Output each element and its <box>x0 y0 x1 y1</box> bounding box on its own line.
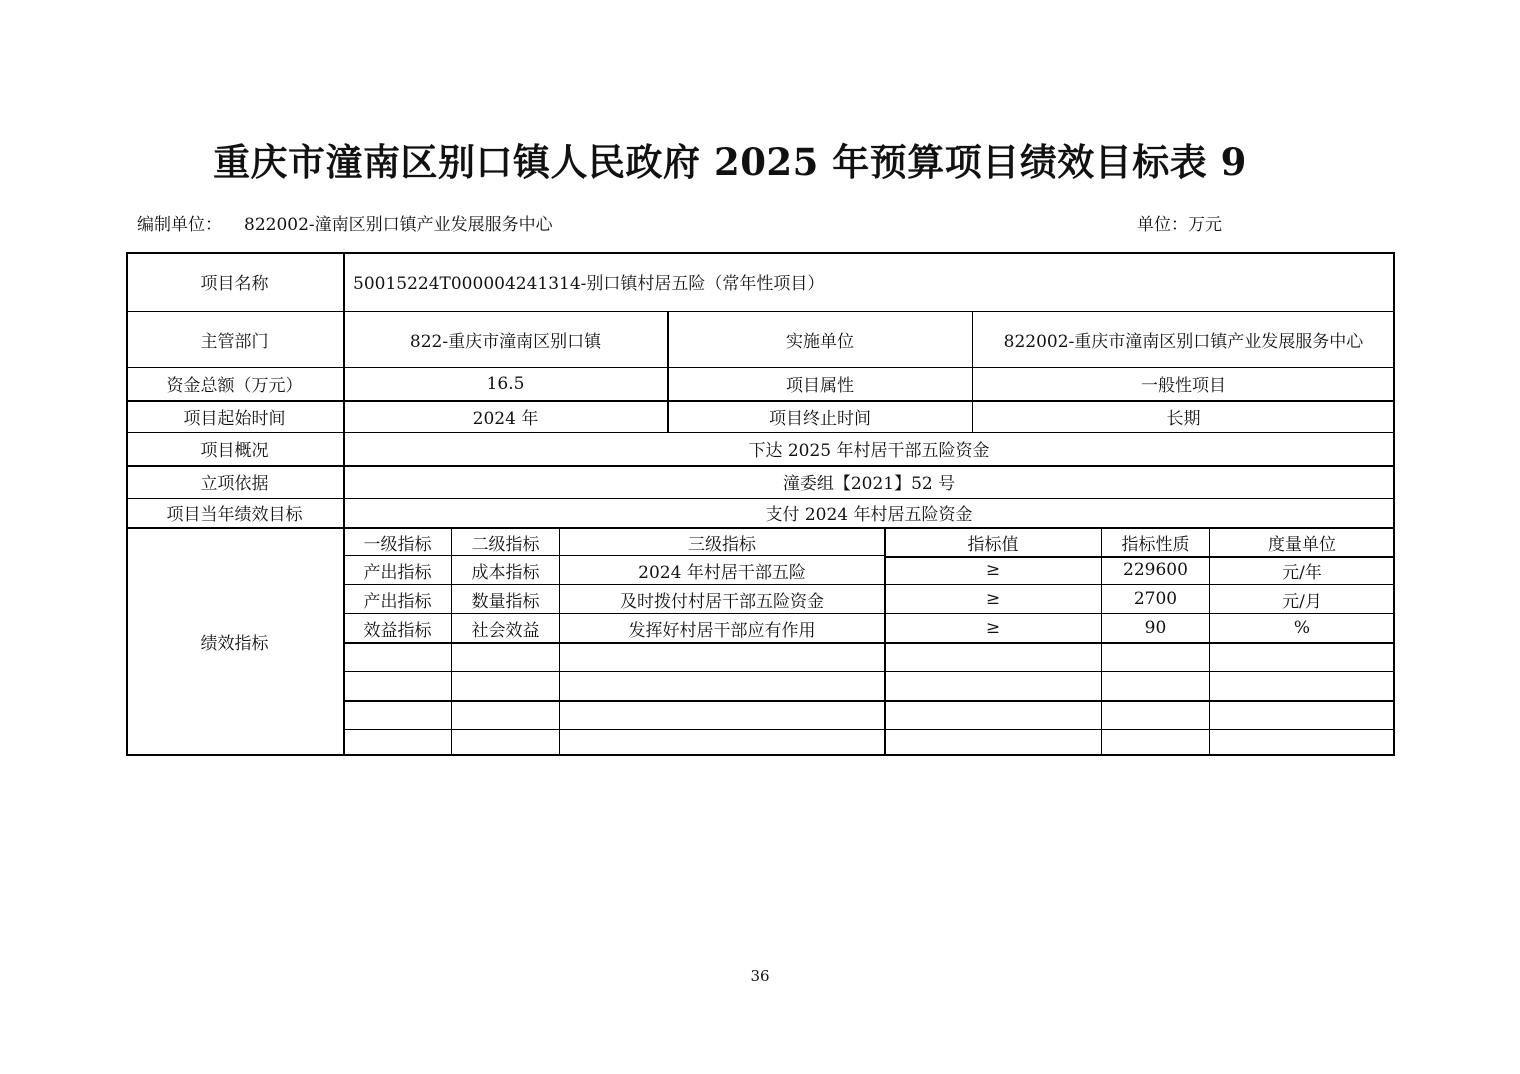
header-level3: 三级指标 <box>688 534 756 555</box>
table-cell: ≥ <box>985 618 1001 638</box>
compiling-unit <box>137 210 553 235</box>
impl-unit-label: 实施单位 <box>786 331 854 352</box>
compiling-unit-label: 编制单位： <box>137 215 222 235</box>
table-cell: 及时拨付村居干部五险资金 <box>620 591 824 612</box>
table-cell: 229600 <box>1123 560 1188 580</box>
table-cell: ≥ <box>985 589 1001 609</box>
table-cell: 元/年 <box>1282 562 1322 583</box>
header-level1: 一级指标 <box>363 534 432 555</box>
table-cell: 发挥好村居干部应有作用 <box>628 620 816 641</box>
start-time-label: 项目起始时间 <box>183 408 286 429</box>
table-cell: 数量指标 <box>471 591 540 612</box>
table-cell: % <box>1293 618 1311 638</box>
dept-label: 主管部门 <box>200 331 269 352</box>
annual-goal-value: 支付 2024 年村居五险资金 <box>765 505 973 525</box>
project-name-label: 项目名称 <box>200 274 269 294</box>
table-cell: 90 <box>1144 618 1167 638</box>
page-title: 重庆市潼南区别口镇人民政府 2025 年预算项目绩效目标表 9 <box>213 140 1247 184</box>
overview-value: 下达 2025 年村居干部五险资金 <box>748 441 990 461</box>
table-cell: 产出指标 <box>363 562 432 583</box>
header-nature: 指标性质 <box>1121 534 1190 555</box>
header-value: 指标值 <box>967 534 1019 555</box>
fund-label: 资金总额（万元） <box>166 376 303 396</box>
project-attr-label: 项目属性 <box>786 376 854 396</box>
fund-value: 16.5 <box>486 373 525 394</box>
compiling-unit-value: 822002-潼南区别口镇产业发展服务中心 <box>244 215 553 235</box>
basis-label: 立项依据 <box>200 474 269 494</box>
header-unit: 度量单位 <box>1268 534 1336 555</box>
end-time-value: 长期 <box>1166 408 1201 429</box>
project-attr-value: 一般性项目 <box>1141 376 1226 396</box>
table-cell: 元/月 <box>1282 591 1322 612</box>
overview-label: 项目概况 <box>200 441 269 461</box>
dept-value: 822-重庆市潼南区别口镇 <box>409 331 602 352</box>
table-cell: 成本指标 <box>471 562 540 583</box>
indicators-section-label: 绩效指标 <box>200 634 269 654</box>
table-cell: ≥ <box>985 560 1001 580</box>
impl-unit-value: 822002-重庆市潼南区别口镇产业发展服务中心 <box>1003 331 1364 352</box>
basis-value: 潼委组【2021】52 号 <box>782 474 956 494</box>
table-cell: 社会效益 <box>471 620 540 641</box>
annual-goal-label: 项目当年绩效目标 <box>166 505 303 525</box>
project-name-value: 50015224T000004241314-别口镇村居五险（常年性项目） <box>353 274 825 294</box>
start-time-value: 2024 年 <box>472 408 539 429</box>
table-cell: 效益指标 <box>363 620 432 641</box>
page-number: 36 <box>750 967 770 985</box>
header-level2: 二级指标 <box>471 534 540 555</box>
end-time-label: 项目终止时间 <box>769 408 871 429</box>
table-cell: 产出指标 <box>363 591 432 612</box>
table-cell: 2700 <box>1133 589 1178 609</box>
currency-unit: 单位：万元 <box>1137 215 1222 235</box>
table-cell: 2024 年村居干部五险 <box>638 562 806 583</box>
